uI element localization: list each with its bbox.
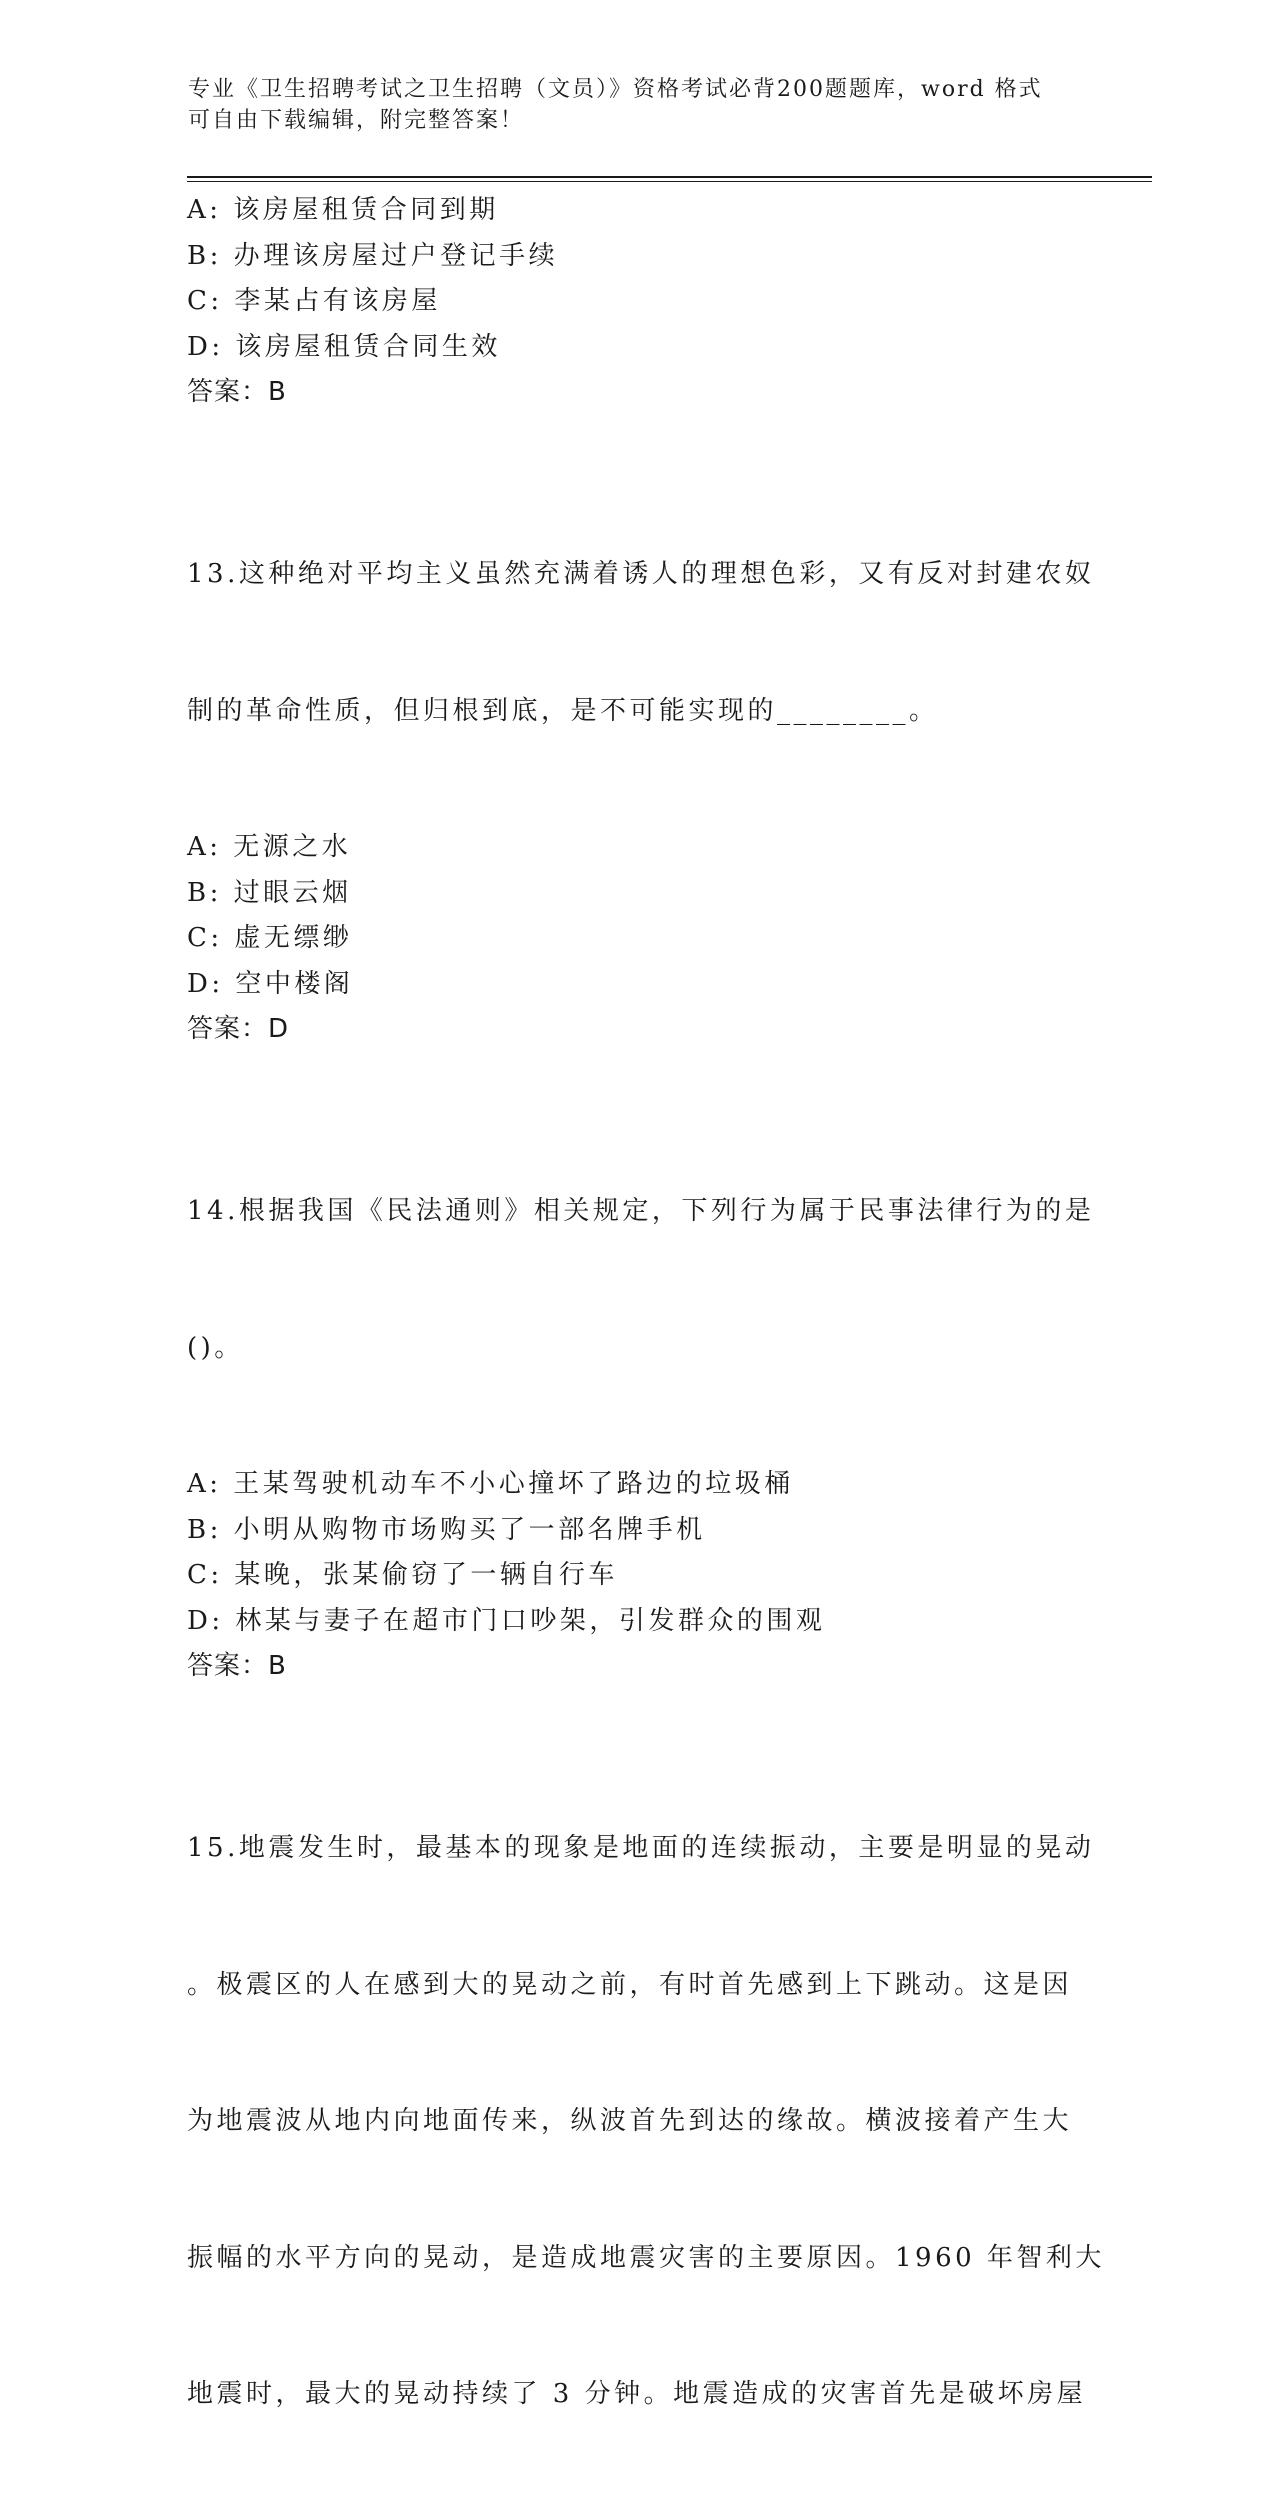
option-c: C: 李某占有该房屋 <box>187 286 441 316</box>
option-d: D: 空中楼阁 <box>187 968 354 999</box>
question-13-text <box>187 461 1095 825</box>
option-c: C: 某晚，张某偷窃了一辆自行车 <box>187 1560 618 1590</box>
question-14-options <box>187 1462 1087 1644</box>
question-15-line-3: 为地震波从地内向地面传来，纵波首先到达的缘故。横波接着产生大 <box>187 2106 1073 2136</box>
option-d: D: 该房屋租赁合同生效 <box>187 331 501 362</box>
question-15-line-4: 振幅的水平方向的晃动，是造成地震灾害的主要原因。1960 年智利大 <box>187 2242 1105 2273</box>
option-b: B: 办理该房屋过户登记手续 <box>187 240 559 271</box>
question-15-line-1: 15.地震发生时，最基本的现象是地面的连续振动，主要是明显的晃动 <box>187 1833 1095 1863</box>
option-b: B: 过眼云烟 <box>187 877 352 908</box>
spacer <box>187 1690 1087 1736</box>
option-c: C: 虚无缥缈 <box>187 923 353 953</box>
option-a: A: 王某驾驶机动车不小心撞坏了路边的垃圾桶 <box>187 1469 794 1499</box>
question-13-answer: 答案：D <box>187 1014 290 1044</box>
question-14-line-1: 14.根据我国《民法通则》相关规定，下列行为属于民事法律行为的是 <box>187 1196 1095 1226</box>
question-15-text <box>187 1735 1105 2509</box>
header-divider-thin <box>187 181 1152 182</box>
document-header <box>188 74 1068 136</box>
question-14-line-2: ()。 <box>187 1332 244 1363</box>
question-15-line-2: 。极震区的人在感到大的晃动之前，有时首先感到上下跳动。这是因 <box>187 1969 1073 2000</box>
question-13-line-1: 13.这种绝对平均主义虽然充满着诱人的理想色彩，又有反对封建农奴 <box>187 559 1095 589</box>
spacer <box>187 416 1087 462</box>
question-12-answer: 答案：B <box>187 377 287 407</box>
question-14-answer: 答案：B <box>187 1651 287 1681</box>
option-b: B: 小明从购物市场购买了一部名牌手机 <box>187 1514 706 1545</box>
document-body <box>187 188 1105 2509</box>
question-13-line-2: 制的革命性质，但归根到底，是不可能实现的________。 <box>187 695 939 726</box>
question-13-options <box>187 825 1087 1007</box>
option-a: A: 无源之水 <box>187 832 352 862</box>
question-15-line-5: 地震时，最大的晃动持续了 3 分钟。地震造成的灾害首先是破坏房屋 <box>187 2379 1087 2409</box>
header-line-1: 专业《卫生招聘考试之卫生招聘（文员）》资格考试必背200题题库，word 格式 <box>188 77 1043 102</box>
question-12-options <box>187 188 1087 370</box>
spacer <box>187 1053 1087 1099</box>
header-line-2: 可自由下载编辑，附完整答案！ <box>188 108 525 133</box>
question-14-text <box>187 1098 1095 1462</box>
option-d: D: 林某与妻子在超市门口吵架，引发群众的围观 <box>187 1605 826 1636</box>
header-divider-thick <box>187 176 1152 178</box>
option-a: A: 该房屋租赁合同到期 <box>187 195 499 225</box>
